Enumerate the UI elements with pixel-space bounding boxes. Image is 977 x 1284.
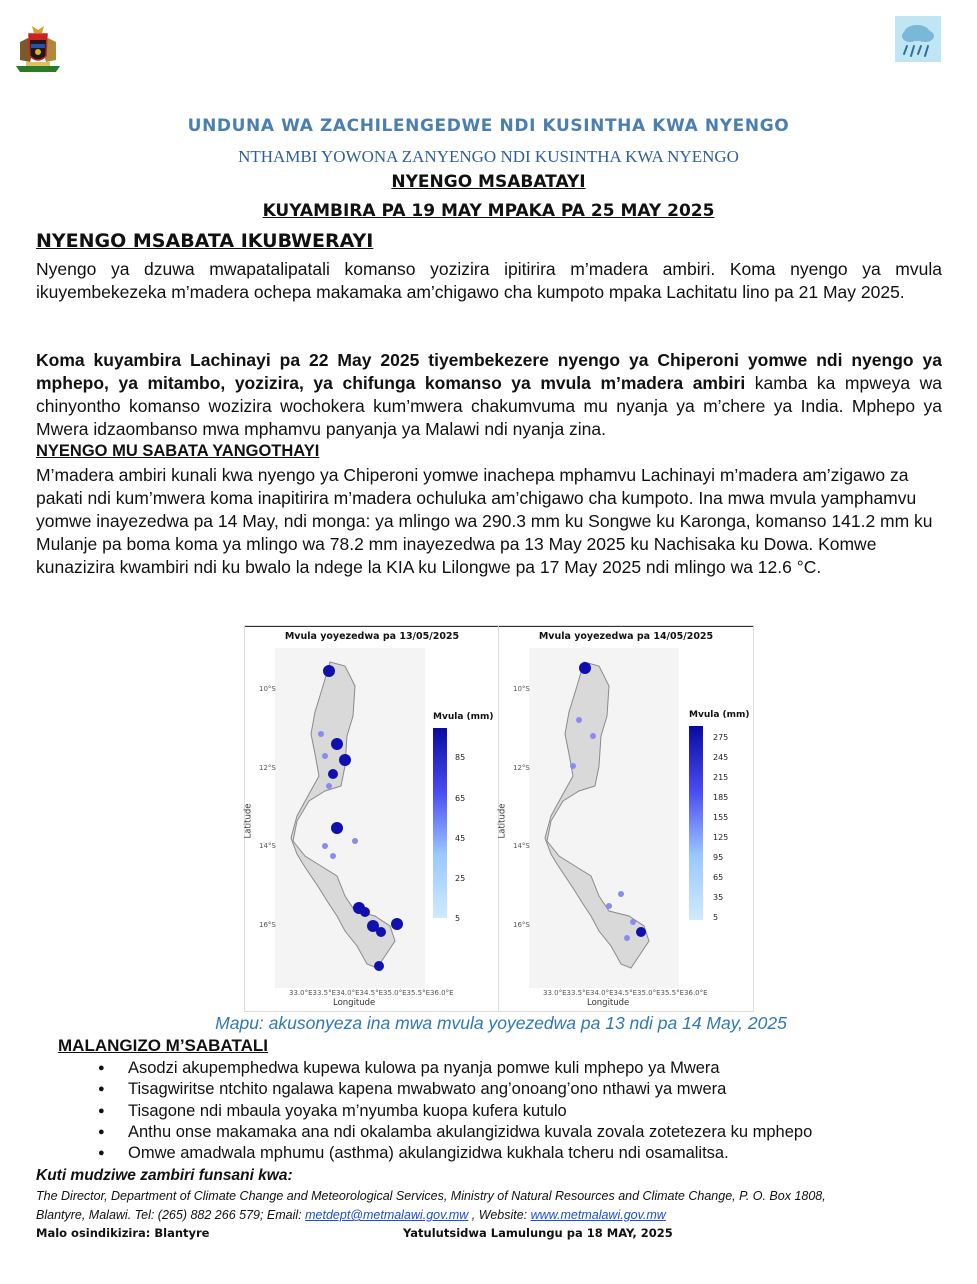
rain-cloud-icon [895, 16, 941, 62]
rainfall-map-14-may [498, 625, 754, 1012]
lat-tick: 16°S [513, 921, 530, 929]
lat-tick: 16°S [259, 921, 276, 929]
list-item: ● Tisagwiritse ntchito ngalawa kapena mwabwato ang’onoang’ono nthawi ya mwera [98, 1079, 812, 1100]
station-markers [245, 626, 499, 1011]
website-link[interactable]: www.metmalawi.gov.mw [530, 1208, 666, 1222]
outlook-paragraph-1: Nyengo ya dzuwa mwapatalipatali komanso yozizira ipitirira m’madera ambiri. Koma nyengo ya mvula ikuyembekezeka m’madera ochepa makamaka am’chigawo cha kumpoto mpaka Lachitatu lino pa 21 May 2025. [36, 259, 942, 302]
website-label: , Website: [468, 1208, 531, 1222]
lat-tick: 10°S [513, 685, 530, 693]
legend-value: 5 [455, 914, 461, 923]
issued-from: Malo osindikizira: Blantyre [36, 1226, 210, 1240]
legend-value: 65 [455, 794, 466, 803]
y-axis-label: Latitude [243, 803, 254, 839]
map-caption: Mapu: akusonyeza ina mwa mvula yoyezedwa pa 13 ndi pa 14 May, 2025 [215, 1013, 787, 1033]
outlook-paragraph-2-bold: Koma kuyambira Lachinayi pa 22 May 2025 tiyembekezere nyengo ya Chiperoni yomwe ndi nyengo ya mphepo, ya mitambo, yozizira, ya chifunga komanso ya mvula m’madera ambiri [36, 350, 942, 393]
lat-tick: 14°S [259, 842, 276, 850]
legend-value: 245 [713, 753, 729, 762]
contact-phone: Blantyre, Malawi. Tel: (265) 882 266 579; Email: [36, 1208, 306, 1222]
legend-title: Mvula (mm) [689, 710, 750, 720]
advice-list [98, 1058, 812, 1164]
list-item: ● Asodzi akupemphedwa kupewa kulowa pa nyanja pomwe kuli mphepo ya Mwera [98, 1058, 812, 1079]
legend-value: 125 [713, 833, 729, 842]
ministry-name: UNDUNA WA ZACHILENGEDWE NDI KUSINTHA KWA NYENGO [187, 116, 790, 136]
outlook-heading: NYENGO MSABATA IKUBWERAYI [36, 230, 374, 252]
issued-date: Yatulutsidwa Lamulungu pa 18 MAY, 2025 [403, 1226, 673, 1240]
legend-value: 95 [713, 853, 724, 862]
outlook-paragraph-2 [36, 349, 942, 441]
lat-tick: 14°S [513, 842, 530, 850]
legend-value: 45 [455, 834, 466, 843]
map-title: Mvula yoyezedwa pa 14/05/2025 [538, 631, 714, 642]
legend-value: 35 [713, 893, 724, 902]
legend-title: Mvula (mm) [433, 712, 494, 722]
outlook-paragraph-2-rest: kamba ka mpweya wa chinyontho komanso wozizira wochokera kum’mwera chakumvuma mu nyanja ya m’chere ya India. Mphepo ya Mwera idzaombanso mwa mphamvu panyanja ya Malawi ndi nyanja zina. [36, 373, 942, 439]
rainfall-map-13-may [244, 625, 500, 1012]
station-markers [499, 626, 753, 1011]
lon-ticks: 33.0°E33.5°E34.0°E34.5°E35.0°E35.5°E36.0°E [543, 989, 708, 997]
lat-tick: 12°S [513, 764, 530, 772]
bulletin-period: KUYAMBIRA PA 19 MAY MPAKA PA 25 MAY 2025 [262, 201, 715, 221]
y-axis-label: Latitude [497, 803, 508, 839]
coat-of-arms-icon [12, 22, 64, 74]
legend-value: 275 [713, 733, 729, 742]
lat-tick: 10°S [259, 685, 276, 693]
legend-value: 25 [455, 874, 466, 883]
list-item: ● Tisagone ndi mbaula yoyaka m’nyumba kuopa kufera kutulo [98, 1101, 812, 1122]
map-title: Mvula yoyezedwa pa 13/05/2025 [284, 631, 460, 642]
list-item: ● Omwe amadwala mphumu (asthma) akulangizidwa kukhala tcheru ndi osamalitsa. [98, 1143, 812, 1164]
review-paragraph: M’madera ambiri kunali kwa nyengo ya Chiperoni yomwe inachepa mphamvu Lachinayi m’madera am’zigawo za pakati ndi kum’mwera koma inapitirira m’madera ochuluka am’chigawo cha kumpoto. Ina mwa mvula yamphamvu yomwe inayezedwa pa 14 May, ndi monga: ya mlingo wa 290.3 mm ku Songwe ku Karonga, komanso 141.2 mm ku Mulanje pa boma koma ya mlingo wa 78.2 mm inayezedwa pa 13 May 2025 ku Nachisaka ku Dowa. Komwe kunazizira kwambiri ndi ku bwalo la ndege la KIA ku Lilongwe pa 17 May 2025 ndi mlingo wa 12.6 °C. [36, 465, 933, 577]
contact-address: The Director, Department of Climate Change and Meteorological Services, Ministry of Natural Resources and Climate Change, P. O. Box 1808, [36, 1189, 826, 1203]
email-link[interactable]: metdept@metmalawi.gov.mw [305, 1208, 469, 1222]
legend-value: 85 [455, 753, 466, 762]
x-axis-label: Longitude [587, 998, 630, 1008]
bulletin-title: NYENGO MSABATAYI [391, 172, 586, 192]
contact-details [36, 1208, 666, 1222]
advice-heading: MALANGIZO M’SABATALI [58, 1036, 268, 1055]
review-heading: NYENGO MU SABATA YANGOTHAYI [36, 442, 320, 460]
lat-tick: 12°S [259, 764, 276, 772]
lon-ticks: 33.0°E33.5°E34.0°E34.5°E35.0°E35.5°E36.0°E [289, 989, 454, 997]
x-axis-label: Longitude [333, 998, 376, 1008]
list-item: ● Anthu onse makamaka ana ndi okalamba akulangizidwa kuvala zovala zotetezera ku mphepo [98, 1122, 812, 1143]
legend-value: 5 [713, 913, 719, 922]
legend-value: 215 [713, 773, 729, 782]
legend-value: 65 [713, 873, 724, 882]
legend-value: 185 [713, 793, 729, 802]
legend-value: 155 [713, 813, 729, 822]
contact-title: Kuti mudziwe zambiri funsani kwa: [36, 1167, 293, 1184]
department-name: NTHAMBI YOWONA ZANYENGO NDI KUSINTHA KWA NYENGO [238, 147, 739, 166]
